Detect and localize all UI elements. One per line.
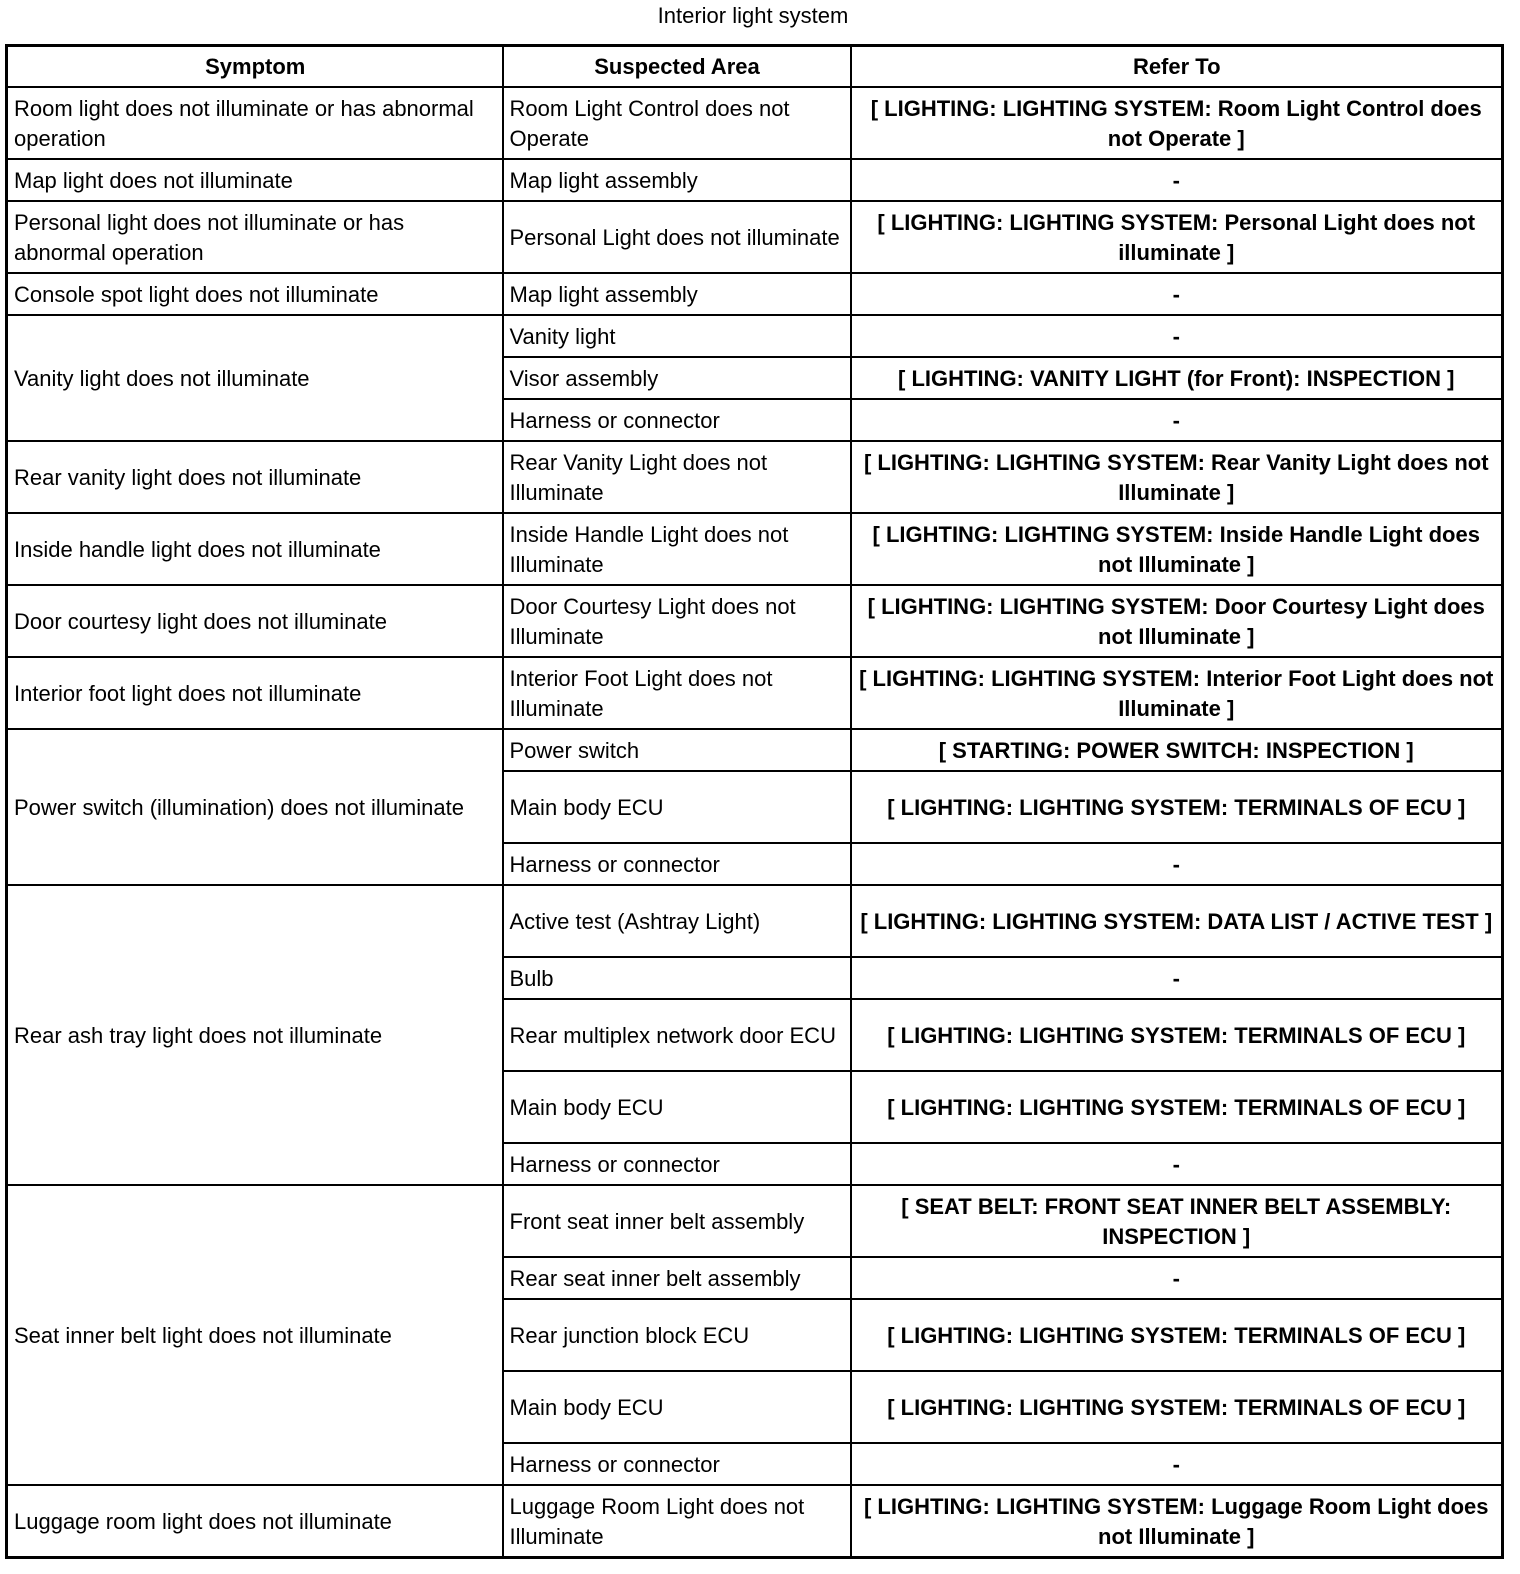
- suspected-area-cell: Harness or connector: [503, 1443, 851, 1485]
- suspected-area-cell: Rear seat inner belt assembly: [503, 1257, 851, 1299]
- table-row: [7, 729, 1503, 771]
- suspected-area-cell: Rear junction block ECU: [503, 1299, 851, 1371]
- suspected-area-cell: Active test (Ashtray Light): [503, 885, 851, 957]
- table-row: [7, 159, 1503, 201]
- refer-to-cell: -: [851, 843, 1503, 885]
- refer-to-cell: -: [851, 399, 1503, 441]
- refer-to-link[interactable]: [ LIGHTING: LIGHTING SYSTEM: TERMINALS OF ECU ]: [851, 1299, 1503, 1371]
- suspected-area-cell: Harness or connector: [503, 399, 851, 441]
- refer-to-link[interactable]: [ LIGHTING: VANITY LIGHT (for Front): INSPECTION ]: [851, 357, 1503, 399]
- table-row: [7, 315, 1503, 357]
- suspected-area-cell: Inside Handle Light does not Illuminate: [503, 513, 851, 585]
- refer-to-link[interactable]: [ LIGHTING: LIGHTING SYSTEM: TERMINALS OF ECU ]: [851, 771, 1503, 843]
- header-symptom: Symptom: [7, 46, 503, 88]
- suspected-area-cell: Vanity light: [503, 315, 851, 357]
- symptom-cell: Luggage room light does not illuminate: [7, 1485, 503, 1558]
- table-row: [7, 585, 1503, 657]
- symptom-cell: Interior foot light does not illuminate: [7, 657, 503, 729]
- suspected-area-cell: Harness or connector: [503, 843, 851, 885]
- refer-to-link[interactable]: [ LIGHTING: LIGHTING SYSTEM: Inside Handle Light does not Illuminate ]: [851, 513, 1503, 585]
- refer-to-link[interactable]: [ STARTING: POWER SWITCH: INSPECTION ]: [851, 729, 1503, 771]
- suspected-area-cell: Map light assembly: [503, 273, 851, 315]
- refer-to-link[interactable]: [ LIGHTING: LIGHTING SYSTEM: TERMINALS OF ECU ]: [851, 1071, 1503, 1143]
- refer-to-cell: -: [851, 273, 1503, 315]
- suspected-area-cell: Visor assembly: [503, 357, 851, 399]
- suspected-area-cell: Room Light Control does not Operate: [503, 87, 851, 159]
- header-row: [7, 46, 1503, 88]
- refer-to-cell: -: [851, 315, 1503, 357]
- table-row: [7, 273, 1503, 315]
- page-title: Interior light system: [657, 3, 849, 28]
- refer-to-link[interactable]: [ LIGHTING: LIGHTING SYSTEM: Personal Light does not illuminate ]: [851, 201, 1503, 273]
- table-row: [7, 885, 1503, 957]
- refer-to-cell: -: [851, 1443, 1503, 1485]
- refer-to-link[interactable]: [ LIGHTING: LIGHTING SYSTEM: Interior Foot Light does not Illuminate ]: [851, 657, 1503, 729]
- suspected-area-cell: Rear multiplex network door ECU: [503, 999, 851, 1071]
- table-row: [7, 201, 1503, 273]
- suspected-area-cell: Luggage Room Light does not Illuminate: [503, 1485, 851, 1558]
- refer-to-cell: -: [851, 1257, 1503, 1299]
- refer-to-link[interactable]: [ LIGHTING: LIGHTING SYSTEM: TERMINALS OF ECU ]: [851, 999, 1503, 1071]
- table-row: [7, 441, 1503, 513]
- symptom-cell: Door courtesy light does not illuminate: [7, 585, 503, 657]
- suspected-area-cell: Bulb: [503, 957, 851, 999]
- table-row: [7, 513, 1503, 585]
- table-row: [7, 87, 1503, 159]
- refer-to-link[interactable]: [ LIGHTING: LIGHTING SYSTEM: Luggage Room Light does not Illuminate ]: [851, 1485, 1503, 1558]
- header-suspected-area: Suspected Area: [503, 46, 851, 88]
- symptom-cell: Seat inner belt light does not illuminate: [7, 1185, 503, 1485]
- refer-to-link[interactable]: [ LIGHTING: LIGHTING SYSTEM: Door Courtesy Light does not Illuminate ]: [851, 585, 1503, 657]
- suspected-area-cell: Personal Light does not illuminate: [503, 201, 851, 273]
- table-row: [7, 657, 1503, 729]
- symptom-cell: Rear ash tray light does not illuminate: [7, 885, 503, 1185]
- refer-to-cell: -: [851, 957, 1503, 999]
- suspected-area-cell: Harness or connector: [503, 1143, 851, 1185]
- suspected-area-cell: Main body ECU: [503, 1371, 851, 1443]
- suspected-area-cell: Power switch: [503, 729, 851, 771]
- suspected-area-cell: Main body ECU: [503, 1071, 851, 1143]
- refer-to-cell: -: [851, 1143, 1503, 1185]
- symptom-cell: Rear vanity light does not illuminate: [7, 441, 503, 513]
- suspected-area-cell: Door Courtesy Light does not Illuminate: [503, 585, 851, 657]
- symptom-cell: Console spot light does not illuminate: [7, 273, 503, 315]
- symptom-cell: Power switch (illumination) does not illuminate: [7, 729, 503, 885]
- symptom-cell: Inside handle light does not illuminate: [7, 513, 503, 585]
- refer-to-link[interactable]: [ LIGHTING: LIGHTING SYSTEM: Rear Vanity Light does not Illuminate ]: [851, 441, 1503, 513]
- table-row: [7, 1485, 1503, 1558]
- header-refer-to: Refer To: [851, 46, 1503, 88]
- refer-to-link[interactable]: [ LIGHTING: LIGHTING SYSTEM: Room Light Control does not Operate ]: [851, 87, 1503, 159]
- symptom-cell: Personal light does not illuminate or has abnormal operation: [7, 201, 503, 273]
- refer-to-link[interactable]: [ LIGHTING: LIGHTING SYSTEM: DATA LIST / ACTIVE TEST ]: [851, 885, 1503, 957]
- suspected-area-cell: Rear Vanity Light does not Illuminate: [503, 441, 851, 513]
- refer-to-link[interactable]: [ LIGHTING: LIGHTING SYSTEM: TERMINALS OF ECU ]: [851, 1371, 1503, 1443]
- symptom-cell: Vanity light does not illuminate: [7, 315, 503, 441]
- symptom-table: [5, 44, 1504, 1559]
- suspected-area-cell: Map light assembly: [503, 159, 851, 201]
- suspected-area-cell: Interior Foot Light does not Illuminate: [503, 657, 851, 729]
- symptom-cell: Map light does not illuminate: [7, 159, 503, 201]
- refer-to-cell: -: [851, 159, 1503, 201]
- suspected-area-cell: Front seat inner belt assembly: [503, 1185, 851, 1257]
- refer-to-link[interactable]: [ SEAT BELT: FRONT SEAT INNER BELT ASSEMBLY: INSPECTION ]: [851, 1185, 1503, 1257]
- suspected-area-cell: Main body ECU: [503, 771, 851, 843]
- symptom-cell: Room light does not illuminate or has abnormal operation: [7, 87, 503, 159]
- table-row: [7, 1185, 1503, 1257]
